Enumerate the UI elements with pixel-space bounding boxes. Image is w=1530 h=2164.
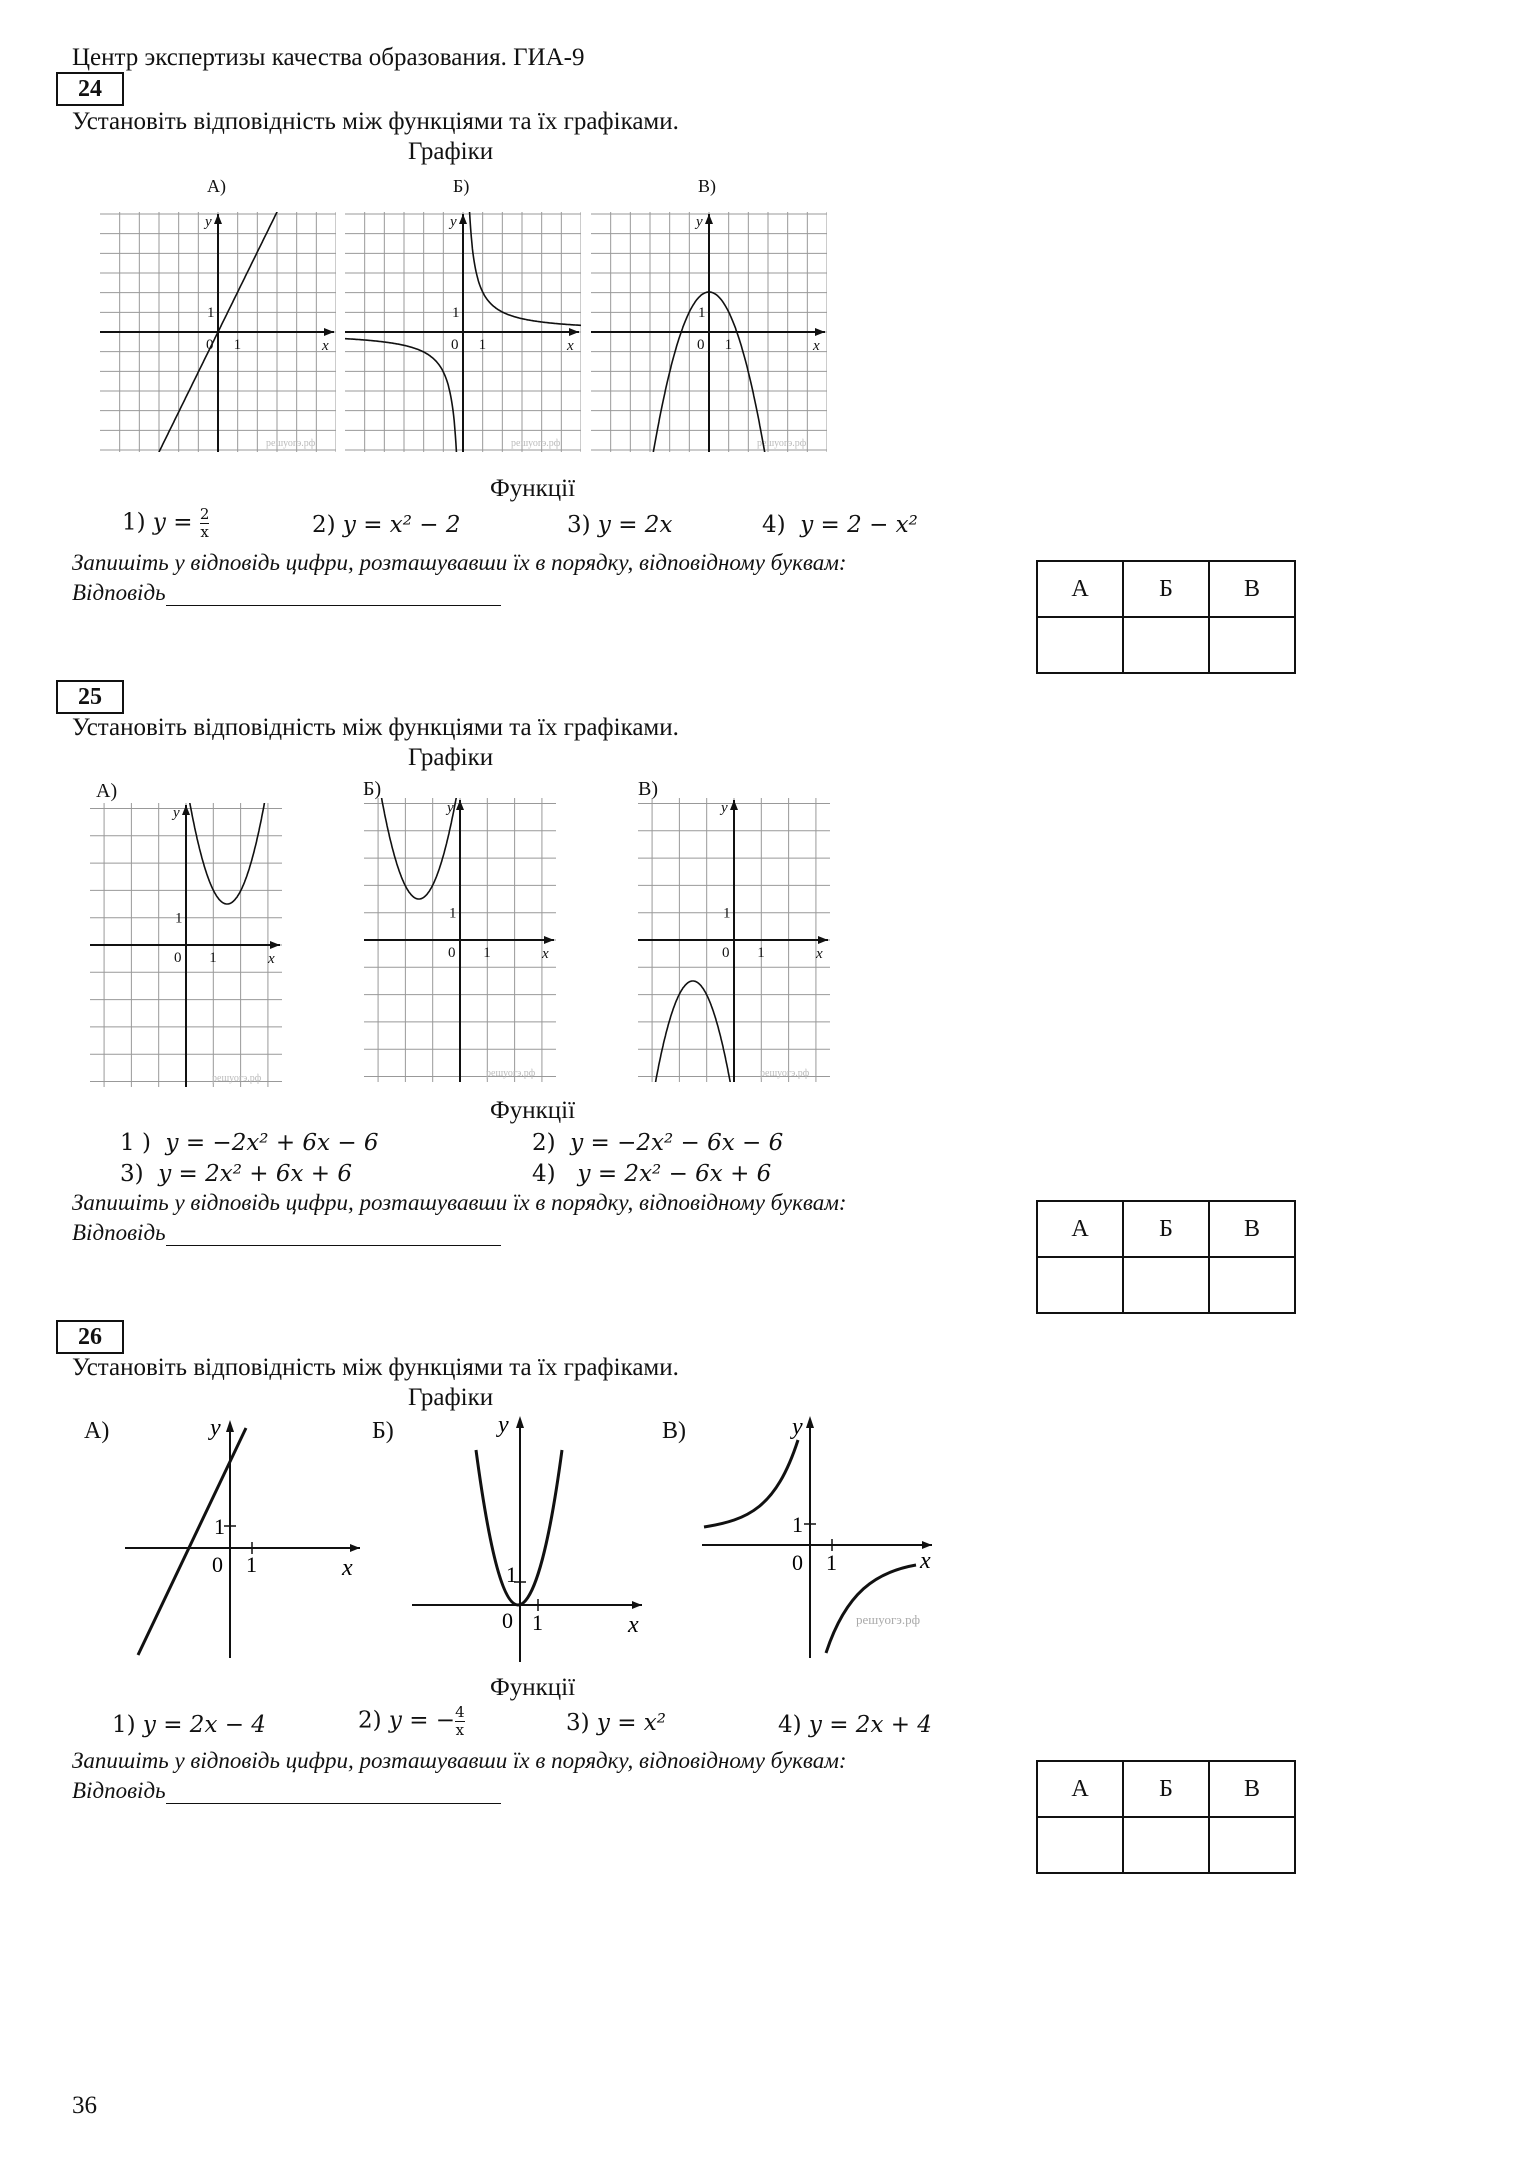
answer-table-25 <box>1036 1200 1296 1314</box>
function-26-2: 2) y = − $\frac{4}{x}$ <box>358 1703 465 1739</box>
answer-table-24 <box>1036 560 1296 674</box>
label-one-x: 1 <box>478 337 487 353</box>
instruction-25: Установіть відповідність між функціями та їх графіками. <box>72 714 679 741</box>
function-24-3: 3) y = 2x <box>567 512 673 538</box>
answer-input-25[interactable] <box>166 1223 501 1246</box>
graph-label-25b: Б) <box>363 778 382 800</box>
label-one-y: 1 <box>175 910 183 927</box>
label-one-x: 1 <box>233 337 242 353</box>
label-one-x: 1 <box>483 945 491 961</box>
label-one-y: 1 <box>452 305 460 321</box>
graph-26c <box>700 1410 970 1660</box>
label-y: y <box>205 214 212 230</box>
watermark: решуогэ.рф <box>511 438 561 449</box>
function-25-3: 3) y = 2x² + 6x + 6 <box>120 1161 352 1187</box>
watermark: решуогэ.рф <box>266 438 316 449</box>
label-x: x <box>813 338 820 354</box>
curve-26c-right <box>826 1565 916 1653</box>
table-header: В <box>1209 561 1295 617</box>
graph-label-24b: Б) <box>453 176 470 196</box>
x-arrow <box>569 328 579 336</box>
label-x: x <box>322 338 329 354</box>
graph-label-26c: В) <box>662 1418 686 1444</box>
graphs-title-24: Графіки <box>408 138 494 165</box>
graph-25c <box>638 798 830 1082</box>
watermark: решуогэ.рф <box>486 1068 536 1079</box>
answer-cell[interactable] <box>1209 617 1295 673</box>
write-answer-25: Запишіть у відповідь цифри, розташувавши їх в порядку, відповідному буквам: <box>72 1190 847 1215</box>
graph-25a <box>90 803 282 1087</box>
write-answer-26: Запишіть у відповідь цифри, розташувавши їх в порядку, відповідному буквам: <box>72 1748 847 1773</box>
label-x: x <box>542 946 549 962</box>
graph-25b <box>364 798 556 1082</box>
answer-input-26[interactable] <box>166 1781 501 1804</box>
label-x: x <box>816 946 823 962</box>
answer-cell[interactable] <box>1209 1817 1295 1873</box>
function-curve <box>187 803 266 904</box>
answer-cell[interactable] <box>1209 1257 1295 1313</box>
label-one-x: 1 <box>246 1552 257 1577</box>
answer-input-24[interactable] <box>166 583 501 606</box>
y-arrow <box>182 805 190 815</box>
label-x: x <box>920 1548 931 1574</box>
instruction-24: Установіть відповідність між функціями та їх графіками. <box>72 108 679 135</box>
answer-cell[interactable] <box>1037 1817 1123 1873</box>
task-number-24: 24 <box>56 72 124 106</box>
function-curve <box>345 339 457 452</box>
write-answer-24: Запишіть у відповідь цифри, розташувавши їх в порядку, відповідному буквам: <box>72 550 847 575</box>
table-header: В <box>1209 1761 1295 1817</box>
y-arrow <box>456 800 464 810</box>
watermark: решуогэ.рф <box>856 1612 921 1627</box>
x-arrow <box>815 328 825 336</box>
function-24-2: 2) y = x² − 2 <box>312 512 461 538</box>
label-one-y: 1 <box>449 905 457 922</box>
x-arrow <box>324 328 334 336</box>
function-25-4: 4) y = 2x² − 6x + 6 <box>532 1161 772 1187</box>
answer-cell[interactable] <box>1037 1257 1123 1313</box>
label-y: y <box>450 214 457 230</box>
graph-label-25a: А) <box>96 780 118 802</box>
label-origin: 0 <box>792 1550 803 1575</box>
table-header: А <box>1037 1761 1123 1817</box>
functions-title-26: Функції <box>490 1674 576 1701</box>
answer-cell[interactable] <box>1037 617 1123 673</box>
x-arrow <box>632 1601 642 1609</box>
label-one-x: 1 <box>209 950 217 966</box>
function-25-1: 1 ) y = −2x² + 6x − 6 <box>120 1130 379 1156</box>
y-arrow <box>730 800 738 810</box>
label-origin: 0 <box>212 1552 223 1577</box>
table-header: Б <box>1123 561 1209 617</box>
label-one-y: 1 <box>506 1562 517 1587</box>
graph-24c <box>591 212 827 452</box>
label-origin: 0 <box>502 1608 513 1633</box>
answer-line-25: Відповідь <box>72 1220 501 1246</box>
functions-title-25: Функції <box>490 1097 576 1124</box>
page-header: Центр экспертизы качества образования. ГИА-9 <box>72 44 585 71</box>
label-x: x <box>567 338 574 354</box>
function-26-4: 4) y = 2x + 4 <box>778 1712 932 1738</box>
answer-table-26 <box>1036 1760 1296 1874</box>
graph-label-26a: А) <box>84 1418 110 1444</box>
answer-line-26: Відповідь <box>72 1778 501 1804</box>
y-arrow <box>459 214 467 224</box>
label-one-y: 1 <box>792 1512 803 1537</box>
answer-cell[interactable] <box>1123 1817 1209 1873</box>
x-arrow <box>818 936 828 944</box>
watermark: решуогэ.рф <box>760 1068 810 1079</box>
label-y: y <box>721 800 728 816</box>
function-25-2: 2) y = −2x² − 6x − 6 <box>532 1130 784 1156</box>
label-one-x: 1 <box>826 1550 837 1575</box>
graph-label-24c: В) <box>698 176 716 196</box>
label-origin: 0 <box>697 337 705 353</box>
label-x: x <box>628 1612 639 1638</box>
graph-label-25c: В) <box>638 778 658 800</box>
curve-26c-left <box>704 1440 798 1527</box>
functions-title-24: Функції <box>490 475 576 502</box>
label-origin: 0 <box>448 945 456 961</box>
watermark: решуогэ.рф <box>212 1073 262 1084</box>
y-arrow <box>806 1416 814 1428</box>
label-one-x: 1 <box>757 945 765 961</box>
label-one-x: 1 <box>532 1610 543 1635</box>
answer-cell[interactable] <box>1123 1257 1209 1313</box>
x-arrow <box>350 1544 360 1552</box>
label-origin: 0 <box>174 950 182 966</box>
function-curve <box>470 212 582 325</box>
label-y: y <box>447 800 454 816</box>
graph-label-24a: А) <box>207 176 226 196</box>
function-24-1: 1) y = $\frac{2}{x}$ <box>122 505 210 541</box>
x-arrow <box>270 941 280 949</box>
graph-24a <box>100 212 336 452</box>
function-26-1: 1) y = 2x − 4 <box>112 1712 266 1738</box>
label-origin: 0 <box>722 945 730 961</box>
label-y: y <box>210 1415 221 1441</box>
y-arrow <box>214 214 222 224</box>
table-header: Б <box>1123 1201 1209 1257</box>
label-one-y: 1 <box>698 305 706 321</box>
table-header: А <box>1037 1201 1123 1257</box>
table-header: А <box>1037 561 1123 617</box>
graph-26a <box>110 1410 370 1660</box>
label-one-y: 1 <box>207 305 215 321</box>
task-number-25: 25 <box>56 680 124 714</box>
instruction-26: Установіть відповідність між функціями та їх графіками. <box>72 1354 679 1381</box>
label-y: y <box>696 214 703 230</box>
task-number-26: 26 <box>56 1320 124 1354</box>
function-curve <box>653 981 732 1082</box>
label-x: x <box>342 1555 353 1581</box>
label-one-y: 1 <box>214 1514 225 1539</box>
y-arrow <box>516 1416 524 1428</box>
answer-cell[interactable] <box>1123 617 1209 673</box>
label-y: y <box>498 1412 509 1438</box>
graphs-title-25: Графіки <box>408 744 494 771</box>
x-arrow <box>544 936 554 944</box>
table-header: В <box>1209 1201 1295 1257</box>
answer-line-24: Відповідь <box>72 580 501 606</box>
function-26-3: 3) y = x² <box>566 1710 667 1736</box>
y-arrow <box>226 1420 234 1432</box>
page-number: 36 <box>72 2092 97 2119</box>
graph-26b <box>410 1410 650 1670</box>
y-arrow <box>705 214 713 224</box>
graphs-title-26: Графіки <box>408 1384 494 1411</box>
graph-24b <box>345 212 581 452</box>
label-origin: 0 <box>206 337 214 353</box>
label-one-y: 1 <box>723 905 731 922</box>
graph-label-26b: Б) <box>372 1418 394 1444</box>
label-one-x: 1 <box>724 337 733 353</box>
label-x: x <box>268 951 275 967</box>
label-y: y <box>173 805 180 821</box>
watermark: решуогэ.рф <box>757 438 807 449</box>
label-y: y <box>792 1414 803 1440</box>
function-24-4: 4) y = 2 − x² <box>762 512 918 538</box>
label-origin: 0 <box>451 337 459 353</box>
table-header: Б <box>1123 1761 1209 1817</box>
